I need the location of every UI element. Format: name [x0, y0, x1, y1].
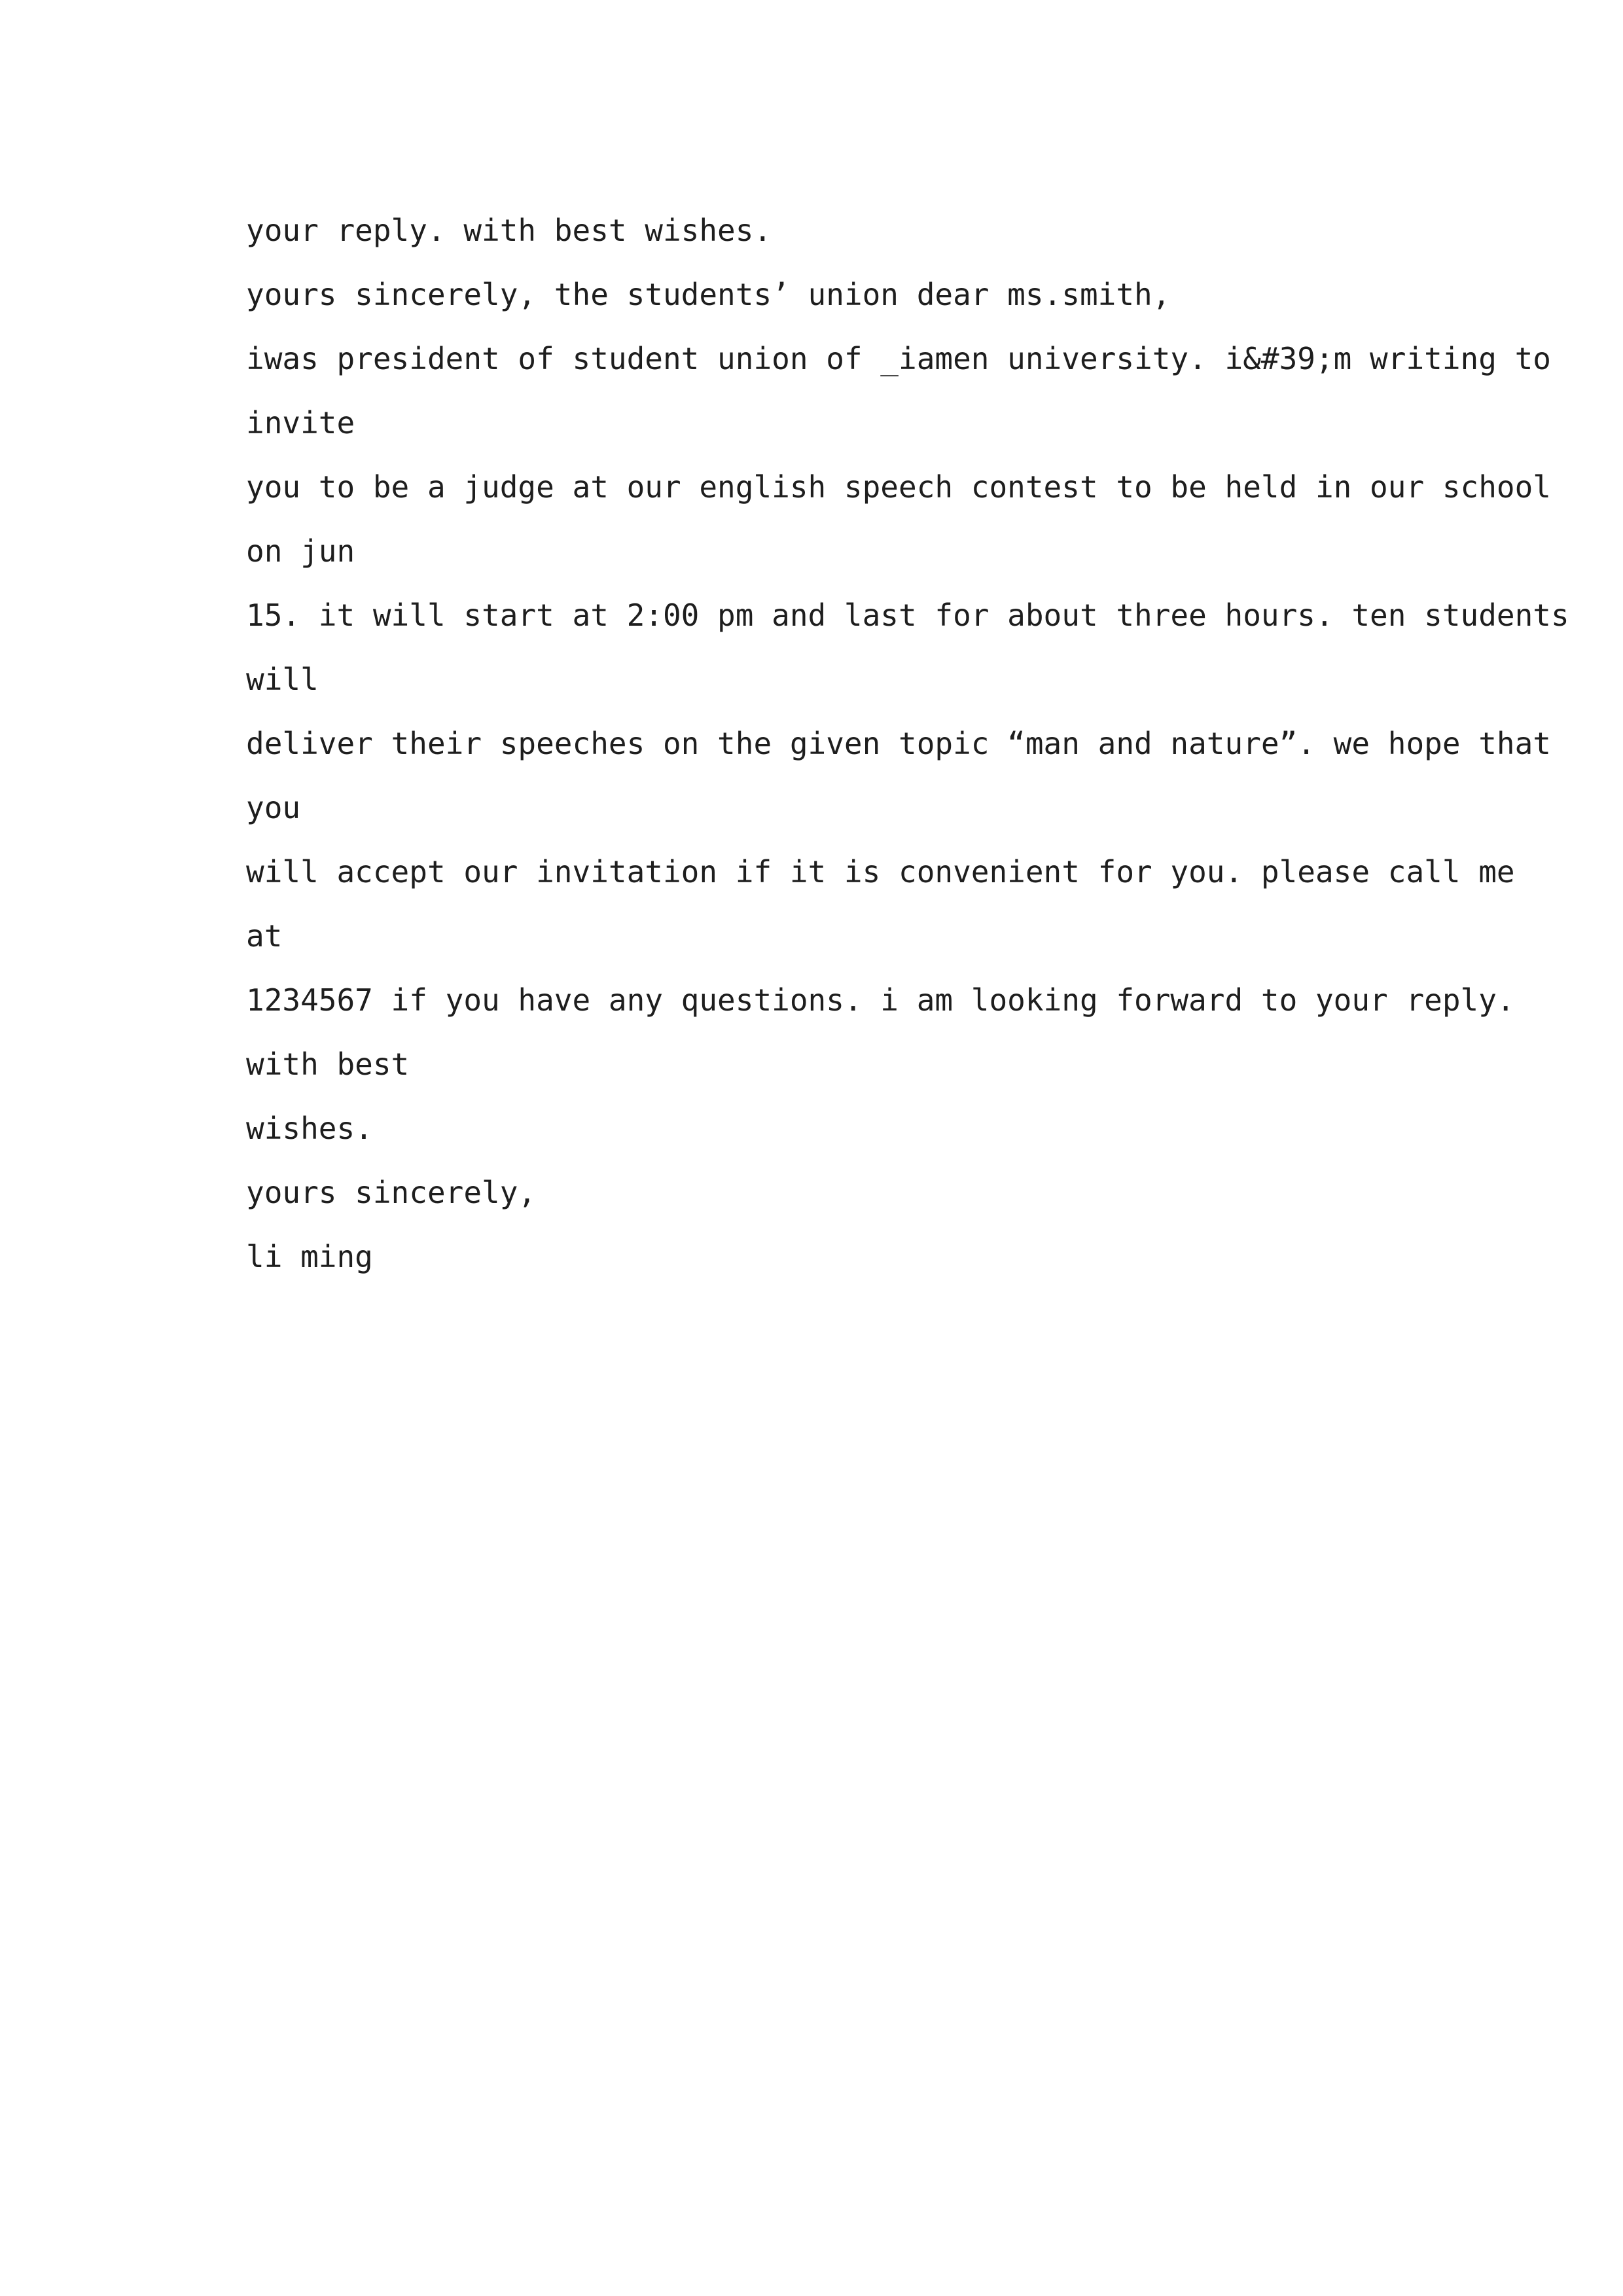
text-line-15: wishes.: [246, 1111, 373, 1146]
text-line-5: you to be a judge at our english speech contest to be held in our school: [246, 469, 1551, 505]
text-line-11: will accept our invitation if it is convenient for you. please call me: [246, 854, 1515, 889]
text-line-1: your reply. with best wishes.: [246, 213, 772, 248]
text-line-14: with best: [246, 1047, 410, 1082]
text-line-13: 1234567 if you have any questions. i am looking forward to your reply.: [246, 982, 1515, 1018]
text-line-16: yours sincerely,: [246, 1175, 537, 1210]
letter-body: [246, 204, 1569, 1295]
text-line-3: iwas president of student union of _iamen university. i&#39;m writing to: [246, 341, 1551, 376]
text-line-7: 15. it will start at 2:00 pm and last for about three hours. ten students: [246, 598, 1569, 633]
text-line-8: will: [246, 662, 319, 697]
text-line-6: on jun: [246, 533, 355, 569]
text-line-2: yours sincerely, the students’ union dear ms.smith,: [246, 277, 1171, 312]
text-line-9: deliver their speeches on the given topic “man and nature”. we hope that: [246, 726, 1551, 761]
text-line-10: you: [246, 790, 301, 825]
text-line-12: at: [246, 918, 283, 954]
text-line-17: li ming: [246, 1239, 373, 1274]
text-line-4: invite: [246, 405, 355, 440]
